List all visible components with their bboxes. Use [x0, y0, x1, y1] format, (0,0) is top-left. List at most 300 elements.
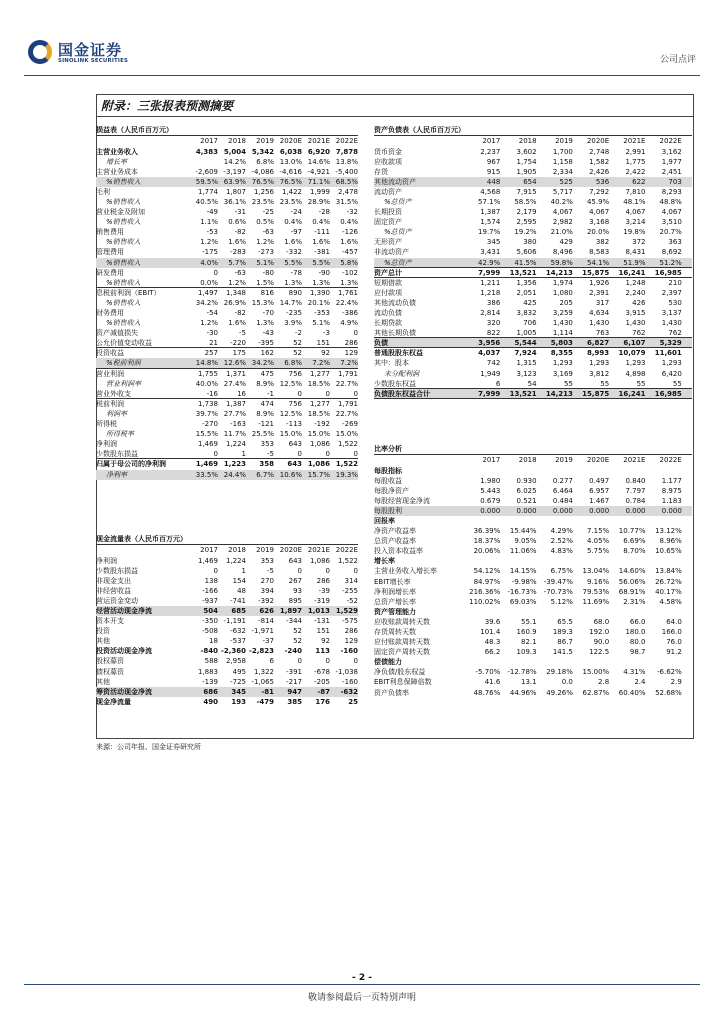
table-row: [374, 496, 692, 506]
row-value: 20.7%: [659, 228, 682, 237]
row-value: 0.0: [561, 678, 573, 687]
row-value: 20.1%: [307, 298, 330, 307]
table-row: [374, 486, 692, 496]
row-value: 19.2%: [514, 228, 537, 237]
row-value: 1,529: [335, 606, 358, 615]
row-value: 1,807: [225, 187, 246, 196]
row-label: 归属于母公司的净利润: [96, 460, 166, 469]
row-label: 未分配利润: [384, 369, 419, 378]
row-value: -381: [314, 248, 330, 257]
row-value: 6.464: [552, 486, 573, 495]
row-value: -457: [342, 248, 358, 257]
row-value: 6.8%: [284, 359, 302, 368]
row-value: 2,478: [337, 187, 358, 196]
row-value: -353: [314, 309, 330, 317]
row-value: 317: [595, 298, 610, 307]
row-value: 257: [204, 349, 218, 358]
row-value: 1.6%: [284, 238, 302, 247]
row-label: 其他长期负债: [374, 329, 416, 338]
row-value: 1,211: [480, 278, 501, 287]
year-header: 2020E: [586, 137, 610, 145]
row-value: 13.0%: [279, 157, 302, 166]
table-row: [374, 358, 692, 368]
row-value: 1.6%: [228, 238, 246, 247]
row-value: 0.5%: [256, 218, 274, 227]
cashflow-table: [96, 534, 358, 707]
row-label: 利润率: [106, 409, 127, 418]
table-row: [96, 358, 358, 368]
row-value: 358: [259, 460, 274, 469]
row-value: 55.1: [521, 617, 537, 626]
table-row: [96, 586, 358, 596]
row-value: -1,971: [251, 627, 274, 636]
year-header: 2018: [518, 137, 537, 145]
row-value: -537: [230, 637, 246, 646]
row-value: 1,080: [552, 288, 573, 297]
row-value: -131: [314, 617, 330, 626]
year-header: 2019: [555, 137, 573, 145]
row-value: -332: [286, 248, 302, 257]
row-value: 52.68%: [655, 688, 682, 697]
row-value: 4,067: [625, 208, 646, 217]
year-header-row: [96, 136, 358, 147]
row-value: 34.2%: [195, 298, 218, 307]
row-value: -102: [342, 268, 358, 277]
row-value: 6,920: [307, 147, 330, 156]
row-value: 16,241: [618, 268, 646, 277]
row-label: %销售收入: [106, 218, 141, 227]
row-label: 净负债/股东权益: [374, 668, 426, 677]
row-value: 15.00%: [582, 668, 610, 677]
table-row: [96, 646, 358, 656]
table-row: [374, 536, 692, 546]
row-value: 1,218: [480, 288, 501, 297]
row-value: 1,224: [225, 556, 246, 565]
table-row: [374, 389, 692, 399]
row-value: 0: [353, 657, 358, 666]
table-row: [374, 187, 692, 197]
row-value: 1,158: [552, 157, 573, 166]
row-value: 8.975: [661, 486, 682, 495]
row-value: -87: [317, 687, 330, 696]
section-heading: 偿债能力: [374, 658, 402, 667]
row-value: 48.8%: [659, 197, 682, 206]
footer-divider: [24, 984, 700, 985]
year-header: 2018: [228, 546, 246, 554]
row-value: 69.03%: [509, 597, 537, 606]
row-value: 429: [559, 238, 573, 247]
row-value: 1,430: [552, 319, 573, 328]
table-row: [96, 449, 358, 459]
row-label: 其他: [96, 637, 110, 646]
row-value: 2.31%: [623, 597, 646, 606]
row-label: 主营业务收入增长率: [374, 567, 437, 576]
row-label: %销售收入: [106, 319, 141, 328]
row-value: 59.5%: [195, 177, 218, 186]
row-value: 15.0%: [307, 430, 330, 439]
table-row: [96, 167, 358, 177]
row-value: -937: [202, 596, 218, 605]
row-value: 205: [559, 298, 573, 307]
row-value: 8.96%: [659, 537, 682, 546]
row-value: 2,179: [516, 208, 537, 217]
row-value: -2,823: [248, 647, 274, 656]
row-value: 15.0%: [335, 430, 358, 439]
row-value: 113: [315, 647, 330, 656]
row-value: 101.4: [480, 628, 501, 636]
row-value: 345: [486, 238, 501, 247]
row-value: 2,426: [589, 167, 610, 176]
row-value: 1.5%: [256, 278, 274, 287]
row-value: 1,582: [589, 157, 610, 166]
row-value: 25.5%: [251, 430, 274, 439]
row-value: 129: [344, 637, 358, 646]
row-value: -632: [230, 627, 246, 636]
row-value: 19.8%: [623, 228, 646, 237]
section-heading: 每股指标: [374, 466, 402, 475]
row-value: 286: [316, 576, 330, 585]
row-value: 10,079: [618, 349, 646, 358]
row-value: 1,430: [661, 319, 682, 328]
year-header-spacer: [374, 136, 464, 147]
row-value: 6.7%: [256, 470, 274, 479]
row-value: 1,999: [309, 187, 330, 196]
row-value: 5.5%: [284, 258, 302, 267]
row-value: 2.4: [634, 678, 646, 687]
row-value: 1.3%: [256, 319, 274, 328]
row-value: -814: [258, 617, 274, 626]
row-value: 6.75%: [550, 567, 573, 576]
row-value: 2,814: [480, 309, 501, 317]
row-value: 0.000: [552, 506, 573, 515]
row-value: 31.5%: [335, 197, 358, 206]
row-value: 9.05%: [514, 537, 537, 546]
row-value: 27.4%: [223, 379, 246, 388]
row-label: %销售收入: [106, 258, 141, 267]
row-value: 0: [213, 566, 218, 575]
row-label: EBIT增长率: [374, 577, 411, 586]
row-value: 1,897: [279, 606, 302, 615]
row-value: 3.9%: [284, 319, 302, 328]
table-row: [96, 470, 358, 480]
row-label: 无形资产: [374, 238, 402, 247]
table-row: [374, 647, 692, 657]
row-value: 4.29%: [550, 527, 573, 536]
row-value: -725: [230, 677, 246, 686]
row-value: 6: [269, 657, 274, 666]
row-value: 9.16%: [586, 577, 610, 586]
table-row: [374, 278, 692, 288]
row-value: -39.47%: [543, 577, 573, 586]
row-value: 1,086: [307, 460, 330, 469]
row-value: 55: [563, 379, 573, 388]
row-value: -1,191: [223, 617, 246, 626]
table-row: [96, 369, 358, 379]
row-value: -39: [318, 586, 330, 595]
row-value: 2,391: [589, 288, 610, 297]
row-value: 0.000: [661, 506, 682, 515]
row-value: 160.9: [516, 628, 537, 636]
table-row: [374, 476, 692, 486]
row-value: 1.1%: [200, 218, 218, 227]
row-value: -1: [267, 389, 274, 398]
year-header-row: [374, 136, 692, 147]
row-value: -78: [290, 268, 302, 277]
row-value: 2,958: [225, 657, 246, 666]
year-header-spacer: [96, 545, 190, 556]
row-value: -111: [314, 228, 330, 237]
table-row: [96, 247, 358, 257]
row-value: 68.5%: [335, 177, 358, 186]
row-value: 2,237: [480, 147, 501, 156]
row-value: 7,999: [478, 389, 501, 398]
row-value: 7.2%: [312, 359, 330, 368]
row-value: -37: [262, 637, 274, 646]
row-label: 非经营收益: [96, 586, 131, 595]
row-label: 销售费用: [96, 228, 124, 237]
row-value: 11,601: [654, 349, 682, 358]
row-value: 57.1%: [478, 197, 501, 206]
table-row: [96, 217, 358, 227]
row-value: 48.1%: [623, 197, 646, 206]
row-value: 1,949: [480, 369, 501, 378]
row-value: -5.70%: [475, 668, 501, 677]
row-value: 14,213: [545, 389, 573, 398]
row-value: 138: [204, 576, 218, 585]
row-value: 15.0%: [279, 430, 302, 439]
row-value: 56.06%: [618, 577, 646, 586]
row-label: 存货周转天数: [374, 628, 416, 636]
row-value: 380: [523, 238, 537, 247]
row-value: 5.5%: [312, 258, 330, 267]
row-value: -392: [258, 596, 274, 605]
table-row: [374, 288, 692, 298]
row-value: 65.5: [557, 617, 573, 626]
row-value: 0: [297, 657, 302, 666]
row-label: 营运资金变动: [96, 596, 138, 605]
row-value: 2,991: [625, 147, 646, 156]
row-value: 6,038: [279, 147, 302, 156]
table-row: [374, 379, 692, 389]
row-value: 1,387: [480, 208, 501, 217]
row-value: 14,213: [545, 268, 573, 277]
year-header: 2022E: [659, 456, 682, 464]
table-row: [96, 268, 358, 278]
row-value: 36.1%: [223, 197, 246, 206]
row-value: 40.5%: [195, 197, 218, 206]
row-value: 15.44%: [509, 527, 537, 536]
row-value: 4.9%: [340, 319, 358, 328]
row-value: 1,223: [223, 460, 246, 469]
row-value: 0.6%: [228, 218, 246, 227]
row-value: 1,522: [337, 440, 358, 449]
row-value: 2,240: [625, 288, 646, 297]
table-row: [96, 697, 358, 707]
row-value: 192.0: [589, 628, 610, 636]
row-value: 5,717: [552, 187, 573, 196]
year-header-spacer: [374, 455, 464, 466]
table-row: [374, 157, 692, 167]
row-value: 36.39%: [473, 527, 501, 536]
row-value: 10.6%: [279, 470, 302, 479]
row-value: 5.1%: [256, 258, 274, 267]
row-value: 1,277: [309, 399, 330, 408]
table-row: [96, 419, 358, 429]
logo-icon: [28, 40, 52, 64]
row-label: 所得税: [96, 420, 117, 429]
table-row: [96, 187, 358, 197]
row-value: 90.0: [593, 638, 610, 647]
row-value: 4.83%: [550, 547, 573, 556]
row-value: 52: [293, 637, 302, 646]
table-row: [96, 687, 358, 697]
appendix-title: 附录：三张报表预测摘要: [97, 95, 693, 117]
row-value: 0.840: [625, 476, 646, 485]
table-title: 损益表（人民币百万元）: [96, 125, 358, 136]
table-row: [96, 596, 358, 606]
row-value: 7,915: [516, 187, 537, 196]
row-value: 0.000: [625, 506, 646, 515]
year-header: 2022E: [659, 137, 682, 145]
row-value: -479: [256, 697, 274, 706]
row-value: 372: [632, 238, 646, 247]
table-row: [96, 656, 358, 666]
row-value: 2,451: [661, 167, 682, 176]
row-label: 投资收益: [96, 349, 124, 358]
row-value: -5: [267, 450, 274, 459]
row-value: 22.4%: [335, 298, 358, 307]
year-header: 2017: [200, 546, 218, 554]
ratio-analysis-table: [374, 444, 692, 698]
table-row: [96, 227, 358, 237]
row-value: 23.5%: [279, 197, 302, 206]
row-label: %销售收入: [106, 197, 141, 206]
table-row: [374, 677, 692, 687]
row-value: -53: [206, 228, 218, 237]
row-value: -205: [314, 677, 330, 686]
row-value: 504: [203, 606, 218, 615]
year-header: 2022E: [335, 546, 358, 554]
row-value: -3: [323, 329, 330, 338]
row-value: 286: [344, 339, 358, 348]
row-value: 3,162: [661, 147, 682, 156]
table-row: [374, 688, 692, 698]
row-value: 54.1%: [586, 258, 610, 267]
row-value: 4,067: [552, 208, 573, 217]
row-value: 0: [325, 566, 330, 575]
row-value: 52: [293, 349, 302, 358]
row-value: 0.497: [589, 476, 610, 485]
row-label: 每股股利: [374, 506, 402, 515]
row-value: 0: [325, 657, 330, 666]
row-value: 16,241: [618, 389, 646, 398]
row-value: 26.9%: [223, 298, 246, 307]
row-label: %总资产: [384, 228, 412, 237]
row-value: 42.9%: [478, 258, 501, 267]
row-value: -5,400: [335, 167, 358, 176]
row-label: 其他: [96, 677, 110, 686]
year-header-row: [96, 545, 358, 556]
row-value: 41.6: [484, 678, 501, 687]
row-value: 1,322: [253, 667, 274, 676]
row-value: 4,067: [589, 208, 610, 217]
table-row: [374, 637, 692, 647]
row-value: 394: [260, 586, 274, 595]
row-value: 2,595: [516, 218, 537, 227]
year-header: 2020E: [279, 546, 302, 554]
row-value: -12.78%: [507, 668, 537, 677]
row-value: -166: [202, 586, 218, 595]
row-value: 14.2%: [223, 157, 246, 166]
row-label: 应收款项: [374, 157, 402, 166]
company-logo: [28, 36, 168, 70]
row-value: -2,609: [195, 167, 218, 176]
row-value: 7,999: [478, 268, 501, 277]
row-value: 1.2%: [256, 238, 274, 247]
row-value: 19.3%: [335, 470, 358, 479]
row-value: 22.7%: [335, 379, 358, 388]
row-value: 385: [287, 697, 302, 706]
row-value: 8,496: [552, 248, 573, 257]
row-value: -139: [202, 677, 218, 686]
row-value: 1,430: [625, 319, 646, 328]
row-value: 1,005: [516, 329, 537, 338]
row-label: 应付款项: [374, 288, 402, 297]
table-row: [96, 157, 358, 167]
row-value: -28: [318, 208, 330, 217]
row-value: 2,397: [661, 288, 682, 297]
row-value: -16.73%: [507, 587, 537, 596]
row-label: 主营业务收入: [96, 147, 138, 156]
row-value: 4.0%: [200, 258, 218, 267]
row-label: 长期贷款: [374, 319, 402, 328]
row-value: 76.5%: [279, 177, 302, 186]
row-value: -3,197: [223, 167, 246, 176]
balance-sheet-table: [374, 125, 692, 399]
row-value: 1,086: [309, 440, 330, 449]
table-row: [96, 298, 358, 308]
row-value: 3,259: [552, 309, 573, 317]
row-value: 7,292: [589, 187, 610, 196]
row-label: 债权募资: [96, 667, 124, 676]
table-row: [374, 328, 692, 338]
row-value: 474: [260, 399, 274, 408]
row-value: 180.0: [625, 628, 646, 636]
row-value: 21: [209, 339, 218, 348]
row-value: 0: [353, 566, 358, 575]
row-value: 176: [315, 697, 330, 706]
table-row: [374, 268, 692, 278]
row-value: 0.277: [552, 476, 573, 485]
row-label: 税前利润: [96, 399, 124, 408]
row-label: 净利率: [106, 470, 127, 479]
row-label: 非现金支出: [96, 576, 131, 585]
row-value: 40.0%: [195, 379, 218, 388]
row-value: 15.5%: [195, 430, 218, 439]
row-label: 股权募资: [96, 657, 124, 666]
row-value: 0.930: [516, 476, 537, 485]
row-value: [190, 157, 218, 167]
row-value: 1,348: [225, 288, 246, 297]
row-value: 5,803: [550, 339, 573, 348]
year-header: 2017: [482, 456, 501, 464]
row-value: -220: [230, 339, 246, 348]
row-label: 息税前利润（EBIT）: [96, 288, 161, 297]
row-value: 6.025: [516, 486, 537, 495]
row-value: 13.84%: [655, 567, 682, 576]
row-value: 1.6%: [228, 319, 246, 328]
row-value: 8.70%: [623, 547, 646, 556]
